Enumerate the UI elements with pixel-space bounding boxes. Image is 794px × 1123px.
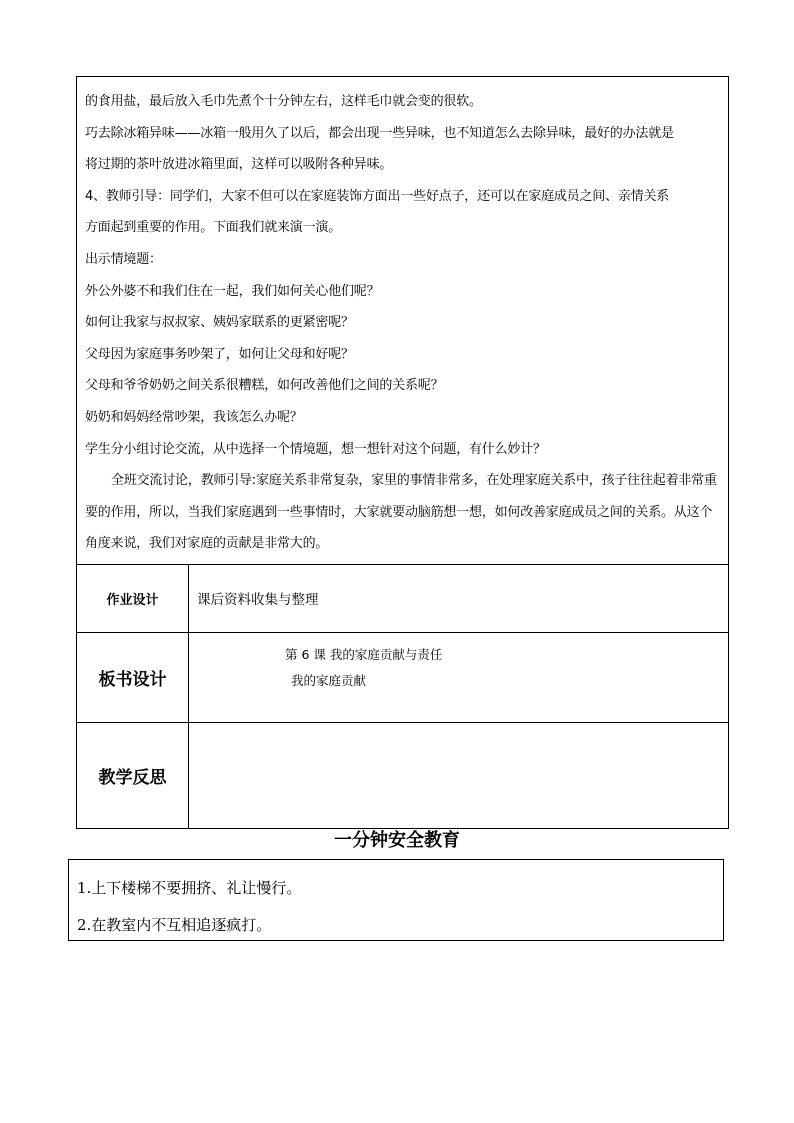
content-line: 外公外婆不和我们住在一起，我们如何关心他们呢？ (85, 283, 380, 299)
content-line: 父母因为家庭事务吵架了，如何让父母和好呢？ (85, 346, 354, 362)
board-subtitle: 我的家庭贡献 (291, 672, 367, 688)
board-title: 第 6 课 我的家庭贡献与责任 (285, 646, 443, 662)
content-line: 奶奶和妈妈经常吵架，我该怎么办呢？ (85, 409, 303, 425)
content-line: 出示情境题： (85, 251, 162, 267)
reflection-label: 教学反思 (77, 722, 189, 828)
homework-value: 课后资料收集与整理 (189, 564, 729, 632)
safety-title: 一分钟安全教育 (334, 830, 460, 851)
content-paragraph: 全班交流讨论，教师引导:家庭关系非常复杂，家里的事情非常多，在处理家庭关系中，孩子往往起着非常重要的作用，所以，当我们家庭遇到一些事情时，大家就要动脑筋想一想，如何改善家庭成员之间的关系。从这个角度来说，我们对家庭的贡献是非常大的。 (85, 473, 717, 552)
content-line: 方面起到重要的作用。下面我们就来演一演。 (85, 220, 342, 236)
safety-box (68, 859, 724, 941)
board-design-cell (189, 632, 729, 722)
homework-row (77, 564, 729, 632)
safety-item: 2.在教室内不互相追逐疯打。 (77, 916, 272, 934)
content-line: 如何让我家与叔叔家、姨妈家联系的更紧密呢？ (85, 315, 354, 331)
content-line: 将过期的茶叶放进冰箱里面，这样可以吸附各种异味。 (85, 157, 393, 173)
content-line: 巧去除冰箱异味——冰箱一般用久了以后，都会出现一些异味，也不知道怎么去除异味，最好的办法就是 (85, 125, 674, 141)
board-row (77, 632, 729, 722)
content-line: 学生分小组讨论交流，从中选择一个情境题，想一想针对这个问题，有什么妙计？ (85, 441, 546, 457)
safety-item: 1.上下楼梯不要拥挤、礼让慢行。 (77, 879, 302, 897)
lesson-plan-table (76, 76, 729, 829)
content-line: 父母和爷爷奶奶之间关系很糟糕，如何改善他们之间的关系呢？ (85, 378, 444, 394)
reflection-value (189, 722, 729, 828)
board-label: 板书设计 (77, 632, 189, 722)
reflection-row (77, 722, 729, 828)
teaching-process-cell (77, 77, 729, 565)
content-line: 的食用盐，最后放入毛巾先煮个十分钟左右，这样毛巾就会变的很软。 (85, 94, 482, 109)
content-row (77, 77, 729, 565)
homework-label: 作业设计 (77, 564, 189, 632)
content-line: 4、教师引导：同学们，大家不但可以在家庭装饰方面出一些好点子，还可以在家庭成员之间、亲情关系 (85, 188, 670, 204)
